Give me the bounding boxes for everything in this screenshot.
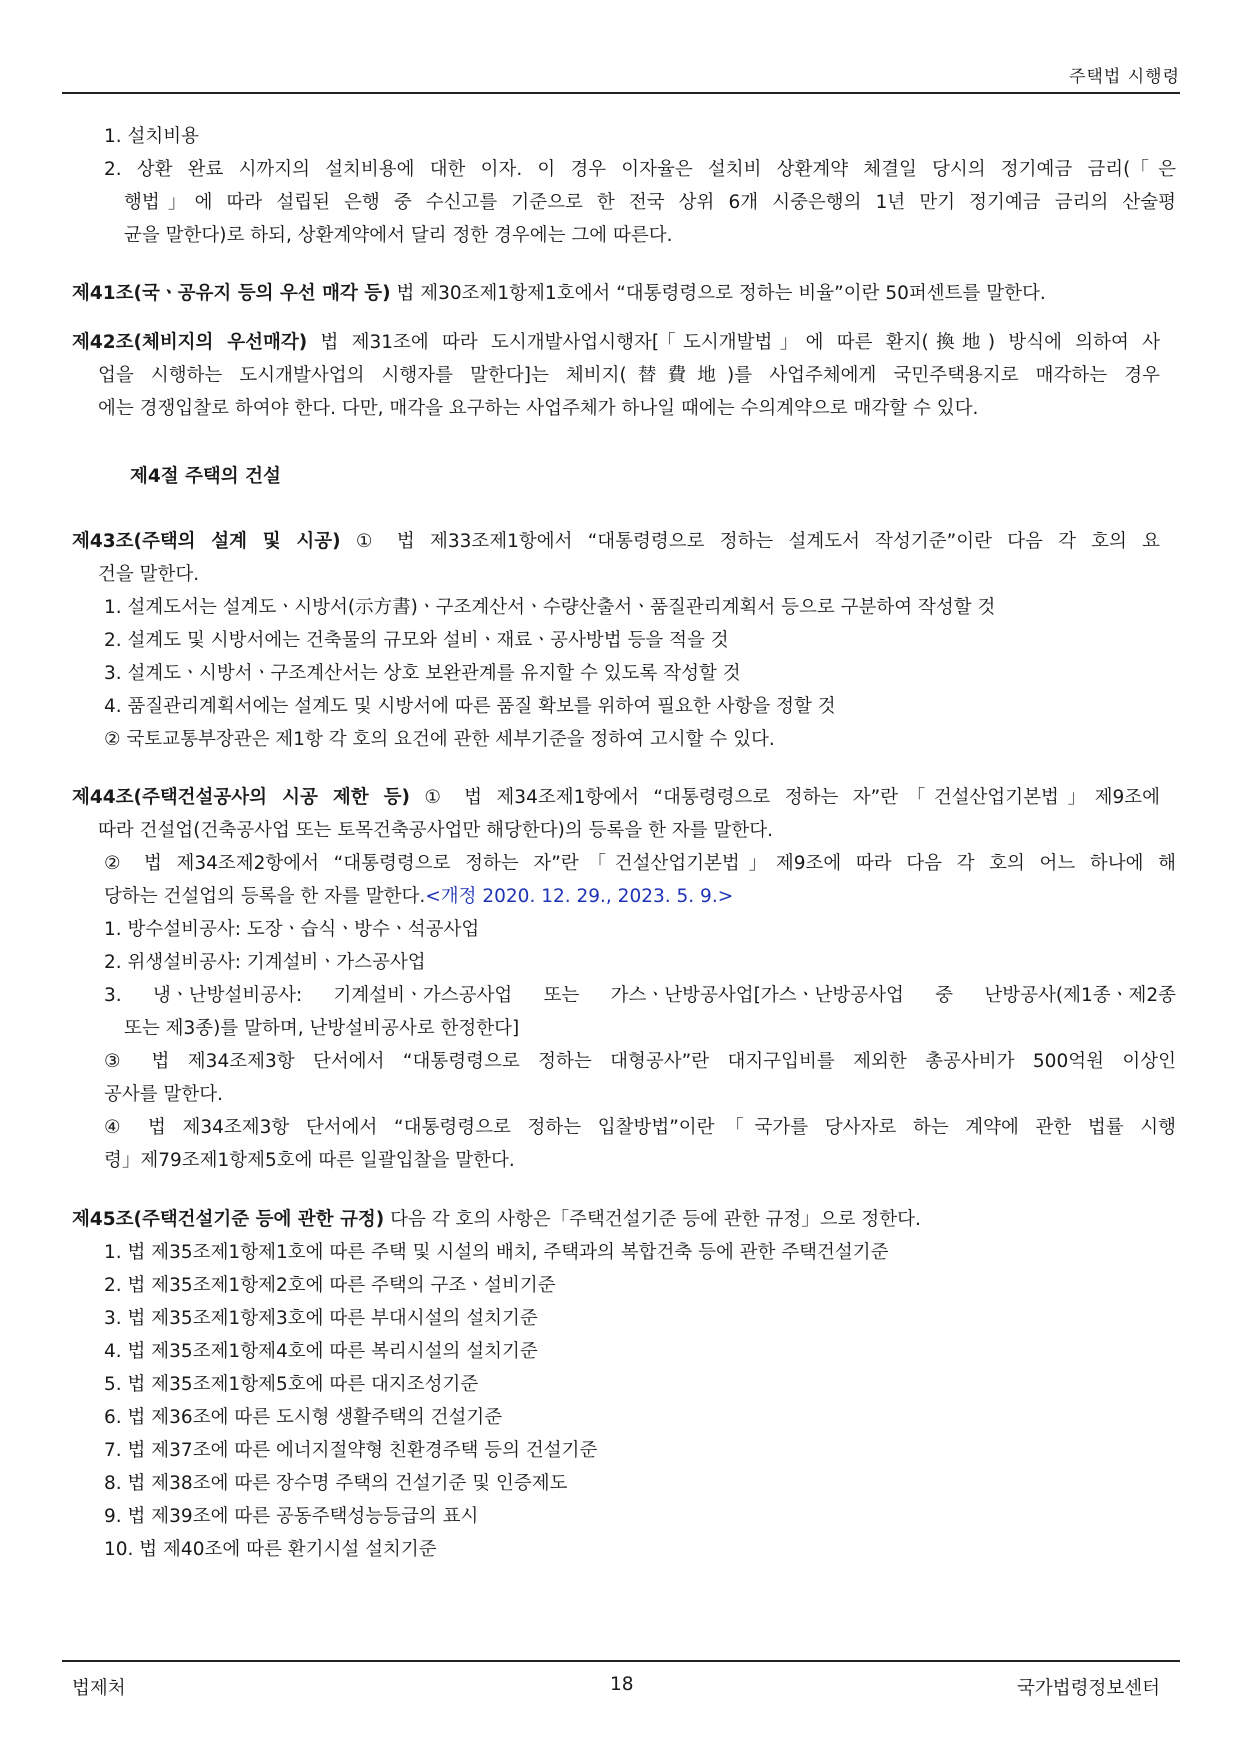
article-42	[72, 326, 1160, 360]
page-number: 18	[610, 1674, 634, 1695]
paragraph: 공사를 말한다.	[104, 1084, 223, 1105]
list-item-continuation: 행법」에 따라 설립된 은행 중 수신고를 기준으로 한 전국 상위 6개 시중은행의 1년 만기 정기예금 금리의 산술평	[124, 192, 1176, 213]
article-text: 법 제31조에 따라 도시개발사업시행자[「도시개발법」에 따른 환지(換地) 방식에 의하여 사	[307, 332, 1160, 353]
list-item: 2. 설계도 및 시방서에는 건축물의 규모와 설비ㆍ재료ㆍ공사방법 등을 적을 것	[104, 630, 729, 651]
paragraph: ④ 법 제34조제3항 단서에서 “대통령령으로 정하는 입찰방법”이란「국가를 당사자로 하는 계약에 관한 법률 시행	[104, 1117, 1176, 1138]
list-item: 1. 설치비용	[104, 126, 200, 147]
amendment-note: <개정 2020. 12. 29., 2023. 5. 9.>	[425, 886, 734, 907]
list-item: 1. 설계도서는 설계도ㆍ시방서(示方書)ㆍ구조계산서ㆍ수량산출서ㆍ품질관리계획서 등으로 구분하여 작성할 것	[104, 597, 996, 618]
article-44	[72, 781, 1160, 815]
article-title: 제41조(국ㆍ공유지 등의 우선 매각 등)	[72, 283, 391, 304]
article-title: 제43조(주택의 설계 및 시공)	[72, 531, 341, 552]
paragraph: ③ 법 제34조제3항 단서에서 “대통령령으로 정하는 대형공사”란 대지구입비를 제외한 총공사비가 500억원 이상인	[104, 1051, 1176, 1072]
article-text: ① 법 제34조제1항에서 “대통령령으로 정하는 자”란「건설산업기본법」제9조에	[409, 787, 1160, 808]
article-43	[72, 525, 1160, 559]
document-title: 주택법 시행령	[1069, 67, 1180, 87]
list-item: 8. 법 제38조에 따른 장수명 주택의 건설기준 및 인증제도	[104, 1473, 568, 1494]
list-item: 4. 법 제35조제1항제4호에 따른 복리시설의 설치기준	[104, 1341, 538, 1362]
paragraph: ② 법 제34조제2항에서 “대통령령으로 정하는 자”란「건설산업기본법」제9조에 따라 다음 각 호의 어느 하나에 해	[104, 853, 1176, 874]
list-item: 1. 법 제35조제1항제1호에 따른 주택 및 시설의 배치, 주택과의 복합건축 등에 관한 주택건설기준	[104, 1242, 889, 1263]
list-item: 3. 법 제35조제1항제3호에 따른 부대시설의 설치기준	[104, 1308, 538, 1329]
article-text: 건을 말한다.	[98, 564, 200, 585]
article-text: 따라 건설업(건축공사업 또는 토목건축공사업만 해당한다)의 등록을 한 자를 말한다.	[98, 820, 773, 841]
footer-source: 국가법령정보센터	[1017, 1678, 1160, 1699]
footer-publisher: 법제처	[72, 1678, 126, 1699]
article-text: 다음 각 호의 사항은「주택건설기준 등에 관한 규정」으로 정한다.	[384, 1209, 921, 1230]
paragraph	[104, 880, 733, 914]
section-heading: 제4절 주택의 건설	[130, 466, 281, 487]
list-item: 7. 법 제37조에 따른 에너지절약형 친환경주택 등의 건설기준	[104, 1440, 598, 1461]
article-text: 법 제30조제1항제1호에서 “대통령령으로 정하는 비율”이란 50퍼센트를 말한다.	[390, 283, 1046, 304]
list-item: 4. 품질관리계획서에는 설계도 및 시방서에 따른 품질 확보를 위하여 필요한 사항을 정할 것	[104, 696, 836, 717]
page-header	[62, 58, 1180, 94]
list-item: 9. 법 제39조에 따른 공동주택성능등급의 표시	[104, 1506, 479, 1527]
list-item: 2. 위생설비공사: 기계설비ㆍ가스공사업	[104, 952, 426, 973]
list-item: 2. 법 제35조제1항제2호에 따른 주택의 구조ㆍ설비기준	[104, 1275, 556, 1296]
list-item: 2. 상환 완료 시까지의 설치비용에 대한 이자. 이 경우 이자율은 설치비 상환계약 체결일 당시의 정기예금 금리(「은	[104, 159, 1176, 180]
article-title: 제45조(주택건설기준 등에 관한 규정)	[72, 1209, 385, 1230]
list-item: 5. 법 제35조제1항제5호에 따른 대지조성기준	[104, 1374, 479, 1395]
paragraph-text: 당하는 건설업의 등록을 한 자를 말한다.	[104, 886, 426, 907]
article-45	[72, 1203, 921, 1237]
list-item-continuation: 균을 말한다)로 하되, 상환계약에서 달리 정한 경우에는 그에 따른다.	[124, 225, 673, 246]
article-title: 제42조(체비지의 우선매각)	[72, 332, 308, 353]
article-title: 제44조(주택건설공사의 시공 제한 등)	[72, 787, 410, 808]
paragraph: 령」제79조제1항제5호에 따른 일괄입찰을 말한다.	[104, 1150, 515, 1171]
article-text: 업을 시행하는 도시개발사업의 시행자를 말한다]는 체비지(替費地)를 사업주체에게 국민주택용지로 매각하는 경우	[98, 365, 1160, 386]
page-footer	[62, 1660, 1180, 1699]
article-text: 에는 경쟁입찰로 하여야 한다. 다만, 매각을 요구하는 사업주체가 하나일 때에는 수의계약으로 매각할 수 있다.	[98, 398, 979, 419]
list-item: 1. 방수설비공사: 도장ㆍ습식ㆍ방수ㆍ석공사업	[104, 919, 480, 940]
article-41	[72, 277, 1046, 311]
list-item: 6. 법 제36조에 따른 도시형 생활주택의 건설기준	[104, 1407, 503, 1428]
list-item: 10. 법 제40조에 따른 환기시설 설치기준	[104, 1539, 437, 1560]
list-item: 3. 설계도ㆍ시방서ㆍ구조계산서는 상호 보완관계를 유지할 수 있도록 작성할 것	[104, 663, 741, 684]
list-item-continuation: 또는 제3종)를 말하며, 난방설비공사로 한정한다]	[124, 1018, 520, 1039]
article-text: ① 법 제33조제1항에서 “대통령령으로 정하는 설계도서 작성기준”이란 다음 각 호의 요	[340, 531, 1160, 552]
paragraph: ② 국토교통부장관은 제1항 각 호의 요건에 관한 세부기준을 정하여 고시할 수 있다.	[104, 729, 775, 750]
list-item: 3. 냉ㆍ난방설비공사: 기계설비ㆍ가스공사업 또는 가스ㆍ난방공사업[가스ㆍ난방공사업 중 난방공사(제1종ㆍ제2종	[104, 985, 1176, 1006]
